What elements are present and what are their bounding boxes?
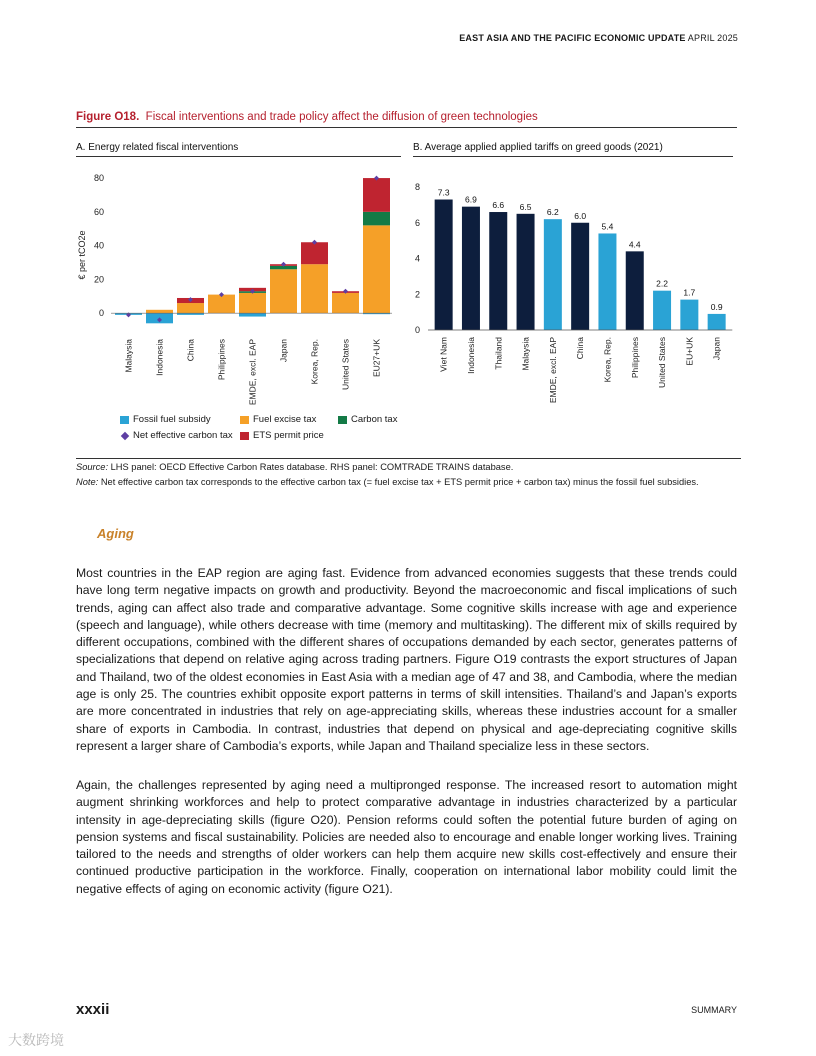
legend-carbon-tax	[338, 414, 397, 425]
chart-a-energy-fiscal	[76, 165, 406, 410]
bar-segment-fuel-excise-tax-united-states	[332, 293, 359, 313]
bar-united-states	[653, 291, 671, 330]
panel-b-title: B. Average applied applied tariffs on greed goods (2021)	[413, 142, 733, 157]
bar-china	[571, 223, 589, 330]
value-label-japan: 0.9	[710, 301, 723, 312]
value-label-korea-rep: 5.4	[601, 221, 614, 232]
bar-philippines	[626, 251, 644, 330]
bar-korea-rep	[598, 233, 616, 330]
figure-label: Figure O18.	[76, 111, 140, 123]
legend-carbon-label: Carbon tax	[351, 414, 398, 425]
source-text: LHS panel: OECD Effective Carbon Rates database. RHS panel: COMTRADE TRAINS database.	[108, 462, 514, 472]
note-text: Net effective carbon tax corresponds to the effective carbon tax (= fuel excise tax + ETS permit price + carbon tax) minus the fossil fuel subsidies.	[98, 477, 699, 487]
bar-segment-fuel-excise-tax-japan	[270, 269, 297, 313]
x-tick-label-a-indonesia: Indonesia	[154, 339, 165, 376]
legend-carbon-swatch	[338, 416, 347, 424]
panel-a-title: A. Energy related fiscal interventions	[76, 142, 401, 157]
x-tick-label-a-malaysia: Malaysia	[123, 339, 134, 373]
x-tick-label-b-malaysia: Malaysia	[520, 337, 531, 371]
x-tick-label-a-emde-excl-eap: EMDE, excl. EAP	[247, 339, 258, 406]
header-date: APRIL 2025	[685, 33, 738, 43]
page-number: xxxii	[76, 1001, 110, 1018]
bar-segment-fuel-excise-tax-korea-rep	[301, 264, 328, 313]
y-tick-label-a: 0	[98, 308, 104, 319]
y-axis-label-a: € per tCO2e	[77, 230, 87, 280]
bar-segment-ets-permit-price-eu27-uk	[363, 178, 390, 212]
y-tick-label-b: 8	[414, 182, 420, 192]
chart-b-tariffs	[413, 165, 738, 410]
legend-ets-permit-price	[240, 430, 324, 441]
legend-ets-label: ETS permit price	[253, 430, 324, 441]
figure-title	[76, 111, 737, 128]
x-tick-label-a-philippines: Philippines	[216, 339, 227, 381]
x-tick-label-a-eu27-uk: EU27+UK	[371, 339, 382, 378]
bar-segment-fossil-fuel-subsidy-emde-excl-eap	[239, 313, 266, 316]
x-tick-label-b-korea-rep: Korea, Rep.	[602, 337, 613, 383]
value-label-thailand: 6.6	[492, 200, 505, 211]
y-tick-label-a: 80	[93, 173, 104, 184]
value-label-eu-uk: 1.7	[683, 287, 696, 298]
bar-malaysia	[517, 214, 535, 330]
x-tick-label-a-china: China	[185, 339, 196, 362]
value-label-philippines: 4.4	[628, 239, 641, 250]
legend-fuel-excise-tax	[240, 414, 316, 425]
y-tick-label-b: 4	[414, 253, 420, 264]
body-paragraph-1: Most countries in the EAP region are aging fast. Evidence from advanced economies suggests that these trends could have long term negative impacts on growth and productivity. Beyond the macroeconomic and fiscal implications of such trends, aging can affect also trade and comparative advantage. Some cognitive skills increase with age and experience (speech and language), while others decrease with time (memory and multitasking). The different mix of skills required by different occupations, combined with the different shares of occupations demanded by each sector, generates patterns of specializations that depend on relative aging across trading partners. Figure O19 contrasts the export structures of Japan and Thailand, two of the oldest economies in East Asia with a median age of 47 and 38, and Cambodia, where the median age is only 25. The countries exhibit opposite export patterns in terms of skill intensities. Thailand’s and Japan’s exports are more concentrated in industries that rely on age-appreciating skills, whereas these industries account for a smaller share of exports in Cambodia. In contrast, industries that depend on physical and age-depreciating cognitive skills represent a larger share of Cambodia’s exports, while Japan and Thailand specialize less in these sectors.	[76, 566, 737, 753]
legend-ets-swatch	[240, 432, 249, 440]
x-tick-label-b-china: China	[575, 337, 586, 360]
legend-net-diamond-icon	[121, 431, 129, 439]
y-tick-label-a: 60	[93, 206, 104, 217]
legend-net-effective-carbon-tax	[120, 430, 233, 441]
x-tick-label-b-philippines: Philippines	[629, 337, 640, 379]
legend-fuel-swatch	[240, 416, 249, 424]
bar-japan	[708, 314, 726, 330]
x-tick-label-b-japan: Japan	[711, 337, 722, 361]
bar-indonesia	[462, 207, 480, 330]
value-label-malaysia: 6.5	[519, 201, 532, 212]
y-tick-label-b: 2	[414, 289, 420, 300]
y-tick-label-b: 0	[414, 325, 420, 335]
body-paragraph-2: Again, the challenges represented by aging need a multipronged response. The increased resort to automation might augment shrinking workforces and help to protect comparative advantage in industries characterized by a particular intensity in age-depreciating skills (figure O20). Pension reforms could soften the potential future burden of aging on pension systems and fiscal sustainability. Policies are needed also to encourage and enable longer working lives. Training tailored to the needs and strengths of older workers can help them acquire new skills cost-effectively and ensure their continued productive participation in the workforce. Finally, cooperation on international labor mobility could limit the negative effects of aging on economic activity (figure O21).	[76, 778, 737, 896]
x-tick-label-b-viet-nam: Viet Nam	[438, 337, 449, 372]
note-line	[76, 475, 741, 490]
figure-notes	[76, 458, 741, 490]
bar-segment-fuel-excise-tax-china	[177, 303, 204, 313]
legend-fossil-swatch	[120, 416, 129, 424]
x-tick-label-b-emde-excl-eap: EMDE, excl. EAP	[547, 337, 558, 404]
watermark: 大数跨境	[8, 1032, 64, 1048]
bar-thailand	[489, 212, 507, 330]
x-tick-label-a-korea-rep: Korea, Rep.	[309, 339, 320, 385]
x-tick-label-a-japan: Japan	[278, 339, 289, 363]
running-header	[459, 33, 738, 43]
x-tick-label-b-eu-uk: EU+UK	[684, 337, 695, 366]
legend-fossil-fuel-subsidy	[120, 414, 211, 425]
value-label-indonesia: 6.9	[465, 194, 477, 205]
x-tick-label-b-thailand: Thailand	[493, 337, 504, 370]
legend-fossil-label: Fossil fuel subsidy	[133, 414, 211, 425]
bar-segment-fuel-excise-tax-philippines	[208, 295, 235, 314]
bar-segment-ets-permit-price-korea-rep	[301, 242, 328, 264]
legend-fuel-label: Fuel excise tax	[253, 414, 317, 425]
value-label-emde-excl-eap: 6.2	[546, 207, 559, 218]
figure-caption: Fiscal interventions and trade policy affect the diffusion of green technologies	[145, 111, 538, 123]
bar-eu-uk	[680, 300, 698, 330]
header-title: EAST ASIA AND THE PACIFIC ECONOMIC UPDATE	[459, 33, 686, 43]
legend-net-label: Net effective carbon tax	[133, 430, 233, 441]
section-heading-aging: Aging	[97, 526, 134, 541]
x-tick-label-a-united-states: United States	[340, 339, 351, 391]
bar-emde-excl-eap	[544, 219, 562, 330]
source-line	[76, 460, 741, 475]
bar-segment-carbon-tax-eu27-uk	[363, 212, 390, 226]
y-tick-label-a: 40	[93, 240, 104, 251]
x-tick-label-b-indonesia: Indonesia	[465, 337, 476, 374]
bar-segment-fuel-excise-tax-indonesia	[146, 310, 173, 313]
footer-section: SUMMARY	[691, 1005, 737, 1015]
x-tick-label-b-united-states: United States	[657, 337, 668, 389]
bar-segment-fuel-excise-tax-eu27-uk	[363, 225, 390, 313]
bar-viet-nam	[435, 200, 453, 330]
value-label-united-states: 2.2	[656, 278, 668, 289]
note-label: Note:	[76, 477, 99, 487]
bar-segment-fuel-excise-tax-emde-excl-eap	[239, 293, 266, 313]
y-tick-label-b: 6	[414, 217, 420, 228]
value-label-viet-nam: 7.3	[437, 187, 450, 198]
y-tick-label-a: 20	[93, 274, 104, 285]
value-label-china: 6.0	[574, 210, 587, 221]
source-label: Source:	[76, 462, 109, 472]
